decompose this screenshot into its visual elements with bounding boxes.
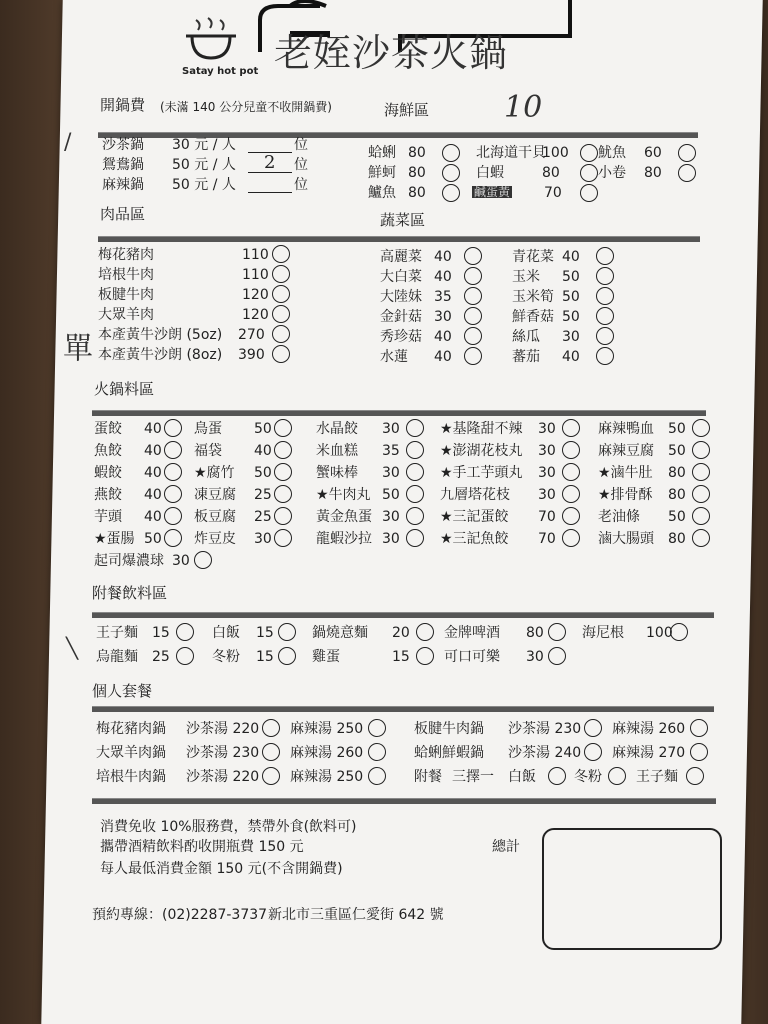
set-side-circle[interactable] [686,767,704,785]
veg-select-circle[interactable] [464,247,482,265]
veg-item-name: 蕃茄 [512,349,540,365]
pot-fee-item-name: 鴛鴦鍋 [102,157,144,173]
hotpot-select-circle[interactable] [562,507,580,525]
set-select-circle[interactable] [368,719,386,737]
meat-item-price: 110 [242,267,269,283]
hotpot-item-name: 凍豆腐 [194,487,236,503]
meat-item-price: 120 [242,307,269,323]
meat-select-circle[interactable] [272,305,290,323]
veg-item-name: 絲瓜 [512,329,540,345]
hotpot-item-name: 福袋 [194,443,222,459]
hotpot-item-price: 30 [538,487,556,503]
pot-fee-unit: 位 [294,137,308,153]
hotpot-select-circle[interactable] [562,485,580,503]
drink-item-name: 海尼根 [582,625,624,641]
hotpot-item-price: 40 [144,421,162,437]
meat-item-name: 本產黃牛沙朗 (5oz) [98,327,223,343]
drink-item-price: 25 [152,649,170,665]
seafood-item-price: 70 [544,185,562,201]
hotpot-item-name: 龍蝦沙拉 [316,531,372,547]
veg-item-name: 高麗菜 [380,249,422,265]
hotpot-item-name: ★牛肉丸 [316,487,371,503]
hotpot-select-circle[interactable] [164,529,182,547]
meat-item-name: 板腱牛肉 [98,287,154,303]
handwritten-note: 單 [57,332,92,362]
seafood-item-name: 鹹蛋黃 [474,185,511,199]
veg-item-price: 40 [562,249,580,265]
hotpot-item-name: 蟹味棒 [316,465,358,481]
hotpot-select-circle[interactable] [164,507,182,525]
hotpot-item-name: 起司爆濃球 [94,553,164,569]
drink-select-circle[interactable] [278,647,296,665]
meat-item-price: 120 [242,287,269,303]
handwritten-mark: / [64,130,72,155]
pot-fee-item-name: 沙茶鍋 [102,137,144,153]
set-side-choose: 三擇一 [452,769,494,785]
pot-fee-qty-field[interactable] [248,178,292,193]
hotpot-item-price: 30 [538,465,556,481]
rule-meat [98,236,700,242]
rule-hotpot [92,410,706,416]
veg-select-circle[interactable] [464,267,482,285]
hotpot-item-price: 70 [538,531,556,547]
hotpot-item-price: 80 [668,487,686,503]
set-option-satay: 沙茶湯 220 [186,769,260,785]
drink-item-price: 100 [646,625,673,641]
drink-item-name: 冬粉 [212,649,240,665]
hotpot-select-circle[interactable] [164,485,182,503]
hotpot-item-name: ★滷牛肚 [598,465,653,481]
meat-item-name: 大眾羊肉 [98,307,154,323]
seafood-item-name: 白蝦 [476,165,504,181]
drink-item-price: 30 [526,649,544,665]
meat-item-price: 390 [238,347,265,363]
pot-fee-unit: 位 [294,177,308,193]
veg-item-name: 大陸妹 [380,289,422,305]
total-label: 總計 [492,839,520,855]
hotpot-item-name: ★手工芋頭丸 [440,465,523,481]
hotpot-item-name: 蝦餃 [94,465,122,481]
seafood-item-price: 80 [644,165,662,181]
hotpot-item-name: 米血糕 [316,443,358,459]
hotpot-item-name: 麻辣鴨血 [598,421,654,437]
drink-item-name: 鍋燒意麵 [312,625,368,641]
note-2: 攜帶酒精飲料酌收開瓶費 150 元 [100,839,304,855]
veg-select-circle[interactable] [464,327,482,345]
note-3: 每人最低消費金額 150 元(不含開鍋費) [100,861,343,877]
meat-select-circle[interactable] [272,345,290,363]
seafood-select-circle[interactable] [580,184,598,202]
hotpot-item-price: 40 [144,443,162,459]
veg-select-circle[interactable] [596,307,614,325]
hotpot-item-price: 50 [668,509,686,525]
hotpot-item-price: 30 [538,421,556,437]
hotpot-label: 火鍋料區 [94,380,155,398]
seafood-select-circle[interactable] [442,164,460,182]
hotpot-select-circle[interactable] [274,485,292,503]
set-option-mala: 麻辣湯 260 [290,745,364,761]
veg-item-price: 30 [434,309,452,325]
meat-item-name: 梅花豬肉 [98,247,154,263]
hotpot-item-name: 芋頭 [94,509,122,525]
hotpot-item-name: ★腐竹 [194,465,235,481]
hotpot-select-circle[interactable] [692,441,710,459]
hotpot-item-price: 30 [382,509,400,525]
seafood-item-price: 80 [408,145,426,161]
rule-footer [92,798,716,804]
logo-pot-icon [182,14,240,66]
address: 新北市三重區仁愛街 642 號 [268,907,444,923]
veg-select-circle[interactable] [596,267,614,285]
veg-select-circle[interactable] [464,287,482,305]
seafood-item-name: 鮮蚵 [368,165,396,181]
set-side-circle[interactable] [608,767,626,785]
meat-label: 肉品區 [100,205,146,223]
set-option-satay: 沙茶湯 240 [508,745,582,761]
drink-item-price: 20 [392,625,410,641]
hotpot-item-price: 30 [538,443,556,459]
pot-fee-item-price: 50 元 / 人 [172,177,236,193]
meat-select-circle[interactable] [272,245,290,263]
drink-item-price: 15 [392,649,410,665]
hotpot-select-circle[interactable] [562,463,580,481]
hotpot-item-price: 50 [668,443,686,459]
set-option-mala: 麻辣湯 270 [612,745,686,761]
seafood-item-price: 80 [408,185,426,201]
hotpot-item-price: 30 [382,465,400,481]
seafood-item-name: 鱸魚 [368,185,396,201]
drink-select-circle[interactable] [176,623,194,641]
drink-select-circle[interactable] [278,623,296,641]
hotpot-item-price: 50 [382,487,400,503]
hotpot-item-name: 燕餃 [94,487,122,503]
veg-item-name: 青花菜 [512,249,554,265]
pot-fee-note: (未滿 140 公分兒童不收開鍋費) [160,100,332,114]
veg-item-price: 40 [562,349,580,365]
hotpot-select-circle[interactable] [406,419,424,437]
note-1: 消費免收 10%服務費，禁帶外食(飲料可) [100,819,357,835]
hotpot-select-circle[interactable] [562,419,580,437]
hotpot-item-price: 40 [144,509,162,525]
hotpot-item-name: 魚餃 [94,443,122,459]
pot-fee-qty-value: 2 [264,152,276,173]
veg-item-price: 50 [562,269,580,285]
veg-select-circle[interactable] [596,247,614,265]
seafood-select-circle[interactable] [580,164,598,182]
set-option-satay: 沙茶湯 230 [186,745,260,761]
drink-item-price: 15 [256,649,274,665]
hotpot-select-circle[interactable] [692,419,710,437]
hotpot-select-circle[interactable] [406,485,424,503]
set-select-circle[interactable] [584,719,602,737]
veg-item-name: 玉米 [512,269,540,285]
total-box[interactable] [542,828,722,950]
hotpot-item-price: 50 [668,421,686,437]
hotpot-item-name: 鳥蛋 [194,421,222,437]
meat-select-circle[interactable] [272,285,290,303]
hotpot-item-name: 麻辣豆腐 [598,443,654,459]
handwritten-count: 10 [504,90,543,125]
drink-item-name: 烏龍麵 [96,649,138,665]
veg-item-price: 40 [434,269,452,285]
drink-select-circle[interactable] [176,647,194,665]
phone: 預約專線：(02)2287-3737 [92,907,268,923]
order-sheet [41,0,762,1024]
set-option-satay: 沙茶湯 220 [186,721,260,737]
veg-item-name: 金針菇 [380,309,422,325]
seafood-select-circle[interactable] [678,144,696,162]
hotpot-item-price: 30 [382,531,400,547]
set-item-name: 培根牛肉鍋 [96,769,166,785]
hotpot-item-price: 25 [254,509,272,525]
hotpot-item-name: 老油條 [598,509,640,525]
hotpot-item-price: 30 [172,553,190,569]
set-select-circle[interactable] [262,767,280,785]
hotpot-item-name: 滷大腸頭 [598,531,654,547]
veg-item-name: 鮮香菇 [512,309,554,325]
pot-fee-unit: 位 [294,157,308,173]
set-select-circle[interactable] [690,719,708,737]
hotpot-select-circle[interactable] [406,529,424,547]
restaurant-title: 老姪沙茶火鍋 [274,31,509,75]
hotpot-select-circle[interactable] [562,529,580,547]
hotpot-select-circle[interactable] [164,419,182,437]
seafood-select-circle[interactable] [442,184,460,202]
set-select-circle[interactable] [368,743,386,761]
seafood-item-price: 100 [542,145,569,161]
hotpot-item-name: 水晶餃 [316,421,358,437]
hotpot-item-price: 80 [668,531,686,547]
hotpot-select-circle[interactable] [274,419,292,437]
hotpot-select-circle[interactable] [692,463,710,481]
seafood-label: 海鮮區 [384,101,430,119]
veg-select-circle[interactable] [596,347,614,365]
hotpot-item-name: 九層塔花枝 [440,487,510,503]
logo-text: Satay hot pot [182,66,259,77]
veg-item-price: 40 [434,349,452,365]
hotpot-item-price: 30 [254,531,272,547]
meat-item-name: 培根牛肉 [98,267,154,283]
hotpot-select-circle[interactable] [164,441,182,459]
set-option-mala: 麻辣湯 250 [290,769,364,785]
hotpot-select-circle[interactable] [692,529,710,547]
pot-fee-qty-field[interactable] [248,138,292,153]
set-select-circle[interactable] [262,719,280,737]
set-select-circle[interactable] [690,743,708,761]
set-select-circle[interactable] [262,743,280,761]
drink-select-circle[interactable] [416,623,434,641]
drink-select-circle[interactable] [416,647,434,665]
hotpot-select-circle[interactable] [274,441,292,459]
drink-item-price: 80 [526,625,544,641]
seafood-item-name: 北海道干貝 [476,145,546,161]
pot-fee-item-price: 50 元 / 人 [172,157,236,173]
seafood-select-circle[interactable] [442,144,460,162]
hotpot-item-price: 35 [382,443,400,459]
hotpot-item-price: 50 [144,531,162,547]
set-select-circle[interactable] [368,767,386,785]
meat-select-circle[interactable] [272,325,290,343]
veg-item-price: 50 [562,309,580,325]
set-option-satay: 沙茶湯 230 [508,721,582,737]
drink-item-price: 15 [152,625,170,641]
drink-item-name: 金牌啤酒 [444,625,500,641]
hotpot-select-circle[interactable] [692,507,710,525]
veg-item-price: 50 [562,289,580,305]
seafood-item-price: 80 [542,165,560,181]
seafood-select-circle[interactable] [580,144,598,162]
hotpot-item-name: 黃金魚蛋 [316,509,372,525]
meat-item-price: 270 [238,327,265,343]
veg-label: 蔬菜區 [380,211,426,229]
set-side-circle[interactable] [548,767,566,785]
drink-item-name: 可口可樂 [444,649,500,665]
set-item-name: 板腱牛肉鍋 [414,721,484,737]
set-select-circle[interactable] [584,743,602,761]
seafood-item-name: 魷魚 [598,145,626,161]
hotpot-item-price: 40 [144,487,162,503]
veg-item-price: 35 [434,289,452,305]
hotpot-select-circle[interactable] [562,441,580,459]
veg-select-circle[interactable] [596,327,614,345]
hotpot-select-circle[interactable] [274,463,292,481]
veg-select-circle[interactable] [464,347,482,365]
drink-item-name: 王子麵 [96,625,138,641]
set-side-label: 附餐 [414,769,442,785]
hotpot-item-price: 80 [668,465,686,481]
hotpot-select-circle[interactable] [692,485,710,503]
hotpot-item-price: 50 [254,465,272,481]
hotpot-select-circle[interactable] [194,551,212,569]
hotpot-select-circle[interactable] [406,441,424,459]
drink-select-circle[interactable] [670,623,688,641]
veg-item-name: 水蓮 [380,349,408,365]
veg-item-price: 40 [434,329,452,345]
meat-select-circle[interactable] [272,265,290,283]
set-option-mala: 麻辣湯 250 [290,721,364,737]
pot-fee-item-price: 30 元 / 人 [172,137,236,153]
hotpot-item-name: 蛋餃 [94,421,122,437]
veg-select-circle[interactable] [464,307,482,325]
hotpot-select-circle[interactable] [274,507,292,525]
pot-fee-label: 開鍋費 [100,96,146,114]
hotpot-item-price: 40 [254,443,272,459]
handwritten-stroke: ╲ [66,636,79,660]
hotpot-item-price: 40 [144,465,162,481]
seafood-item-name: 小卷 [598,165,626,181]
hotpot-item-price: 25 [254,487,272,503]
meat-item-name: 本產黃牛沙朗 (8oz) [98,347,223,363]
veg-item-name: 秀珍菇 [380,329,422,345]
meat-item-price: 110 [242,247,269,263]
set-side-option: 冬粉 [574,769,602,785]
hotpot-select-circle[interactable] [406,463,424,481]
hotpot-select-circle[interactable] [164,463,182,481]
veg-item-name: 大白菜 [380,269,422,285]
seafood-item-price: 80 [408,165,426,181]
set-option-mala: 麻辣湯 260 [612,721,686,737]
drink-item-name: 雞蛋 [312,649,340,665]
set-side-option: 白飯 [508,769,536,785]
pot-fee-item-name: 麻辣鍋 [102,177,144,193]
sets-label: 個人套餐 [92,682,153,700]
seafood-select-circle[interactable] [678,164,696,182]
hotpot-item-name: ★三記魚餃 [440,531,509,547]
set-item-name: 蛤蜊鮮蝦鍋 [414,745,484,761]
rule-sets [92,706,714,712]
drink-select-circle[interactable] [548,623,566,641]
veg-item-price: 40 [434,249,452,265]
drinks-label: 附餐飲料區 [92,584,168,602]
hotpot-item-name: ★三記蛋餃 [440,509,509,525]
drink-item-price: 15 [256,625,274,641]
veg-item-name: 玉米筍 [512,289,554,305]
hotpot-item-name: 炸豆皮 [194,531,236,547]
drink-item-name: 白飯 [212,625,240,641]
set-side-option: 王子麵 [636,769,678,785]
hotpot-item-name: ★基隆甜不辣 [440,421,523,437]
set-item-name: 梅花豬肉鍋 [96,721,166,737]
set-item-name: 大眾羊肉鍋 [96,745,166,761]
seafood-item-price: 60 [644,145,662,161]
hotpot-item-price: 70 [538,509,556,525]
rule-drinks [92,612,714,618]
drink-select-circle[interactable] [548,647,566,665]
hotpot-item-price: 30 [382,421,400,437]
hotpot-select-circle[interactable] [406,507,424,525]
hotpot-item-name: 板豆腐 [194,509,236,525]
veg-select-circle[interactable] [596,287,614,305]
hotpot-item-name: ★排骨酥 [598,487,653,503]
hotpot-item-price: 50 [254,421,272,437]
hotpot-item-name: ★蛋腸 [94,531,135,547]
hotpot-item-name: ★澎湖花枝丸 [440,443,523,459]
veg-item-price: 30 [562,329,580,345]
hotpot-select-circle[interactable] [274,529,292,547]
seafood-item-name: 蛤蜊 [368,145,396,161]
